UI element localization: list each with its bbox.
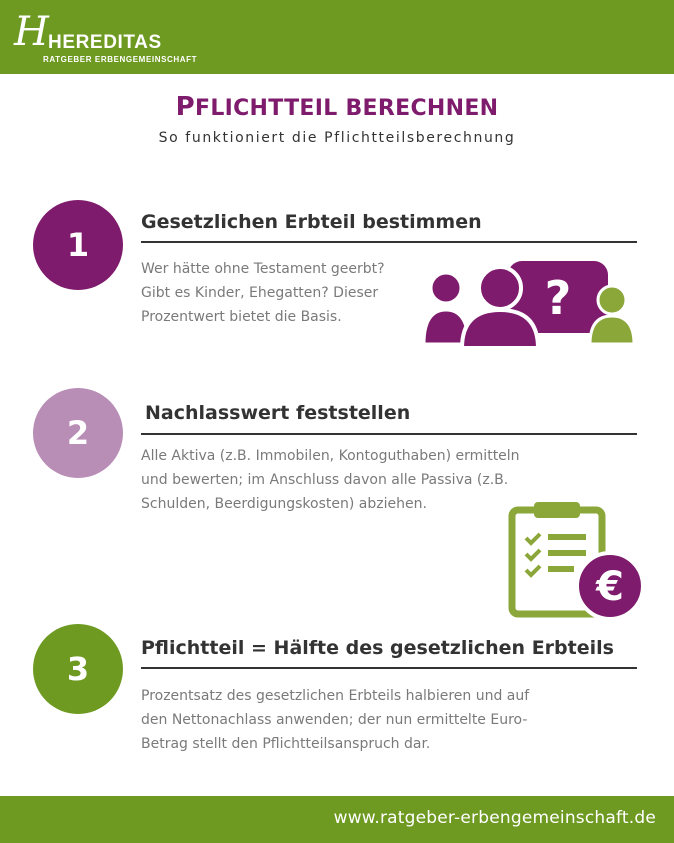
title-rest: FLICHTTEIL BERECHNEN [194,96,499,121]
brand-tagline: RATGEBER ERBENGEMEINSCHAFT [43,55,198,64]
page-subtitle: So funktioniert die Pflichtteilsberechnung [158,130,516,146]
hereditas-logo[interactable] [14,10,214,66]
step-1-badge: 1 [33,200,123,290]
header-bar [0,0,674,74]
brand-name: HEREDITAS [48,32,162,53]
question-mark: ? [544,271,572,325]
step-3-line-1: Prozentsatz des gesetzlichen Erbteils halbieren und auf [141,688,530,704]
step-1-line-2: Gibt es Kinder, Ehegatten? Dieser [141,285,379,301]
step-2-divider [141,433,637,435]
step-3-line-2: den Nettonachlass anwenden; der nun ermittelte Euro- [141,712,528,728]
step-3-line-3: Betrag stellt den Pflichtteilsanspruch dar. [141,736,431,752]
step-3-text [141,684,529,756]
step-3-heading: Pflichtteil = Hälfte des gesetzlichen Erbteils [141,637,614,659]
footer-url-link[interactable]: www.ratgeber-erbengemeinschaft.de [333,808,656,828]
title-first-letter: P [175,92,195,122]
step-3-divider [141,667,637,669]
step-1-line-1: Wer hätte ohne Testament geerbt? [141,261,385,277]
step-2-text [141,444,520,516]
step-2-line-3: Schulden, Beerdigungskosten) abziehen. [141,496,427,512]
step-1-line-3: Prozentwert bietet die Basis. [141,309,342,325]
step-2-line-2: und bewerten; im Anschluss davon alle Passiva (z.B. [141,472,509,488]
euro-symbol: € [596,564,624,610]
page-title [0,92,674,122]
logo-mark: H [14,9,49,55]
step-1-heading: Gesetzlichen Erbteil bestimmen [141,211,482,233]
step-2-badge: 2 [33,388,123,478]
step-3-badge: 3 [33,624,123,714]
step-1-text [141,257,385,329]
step-1-divider [141,241,637,243]
footer-bar [0,796,674,843]
step-2-line-1: Alle Aktiva (z.B. Immobilen, Kontoguthaben) ermitteln [141,448,520,464]
clipboard-euro-icon [508,500,650,620]
people-question-icon [420,258,640,350]
step-2-heading: Nachlasswert feststellen [145,402,411,424]
